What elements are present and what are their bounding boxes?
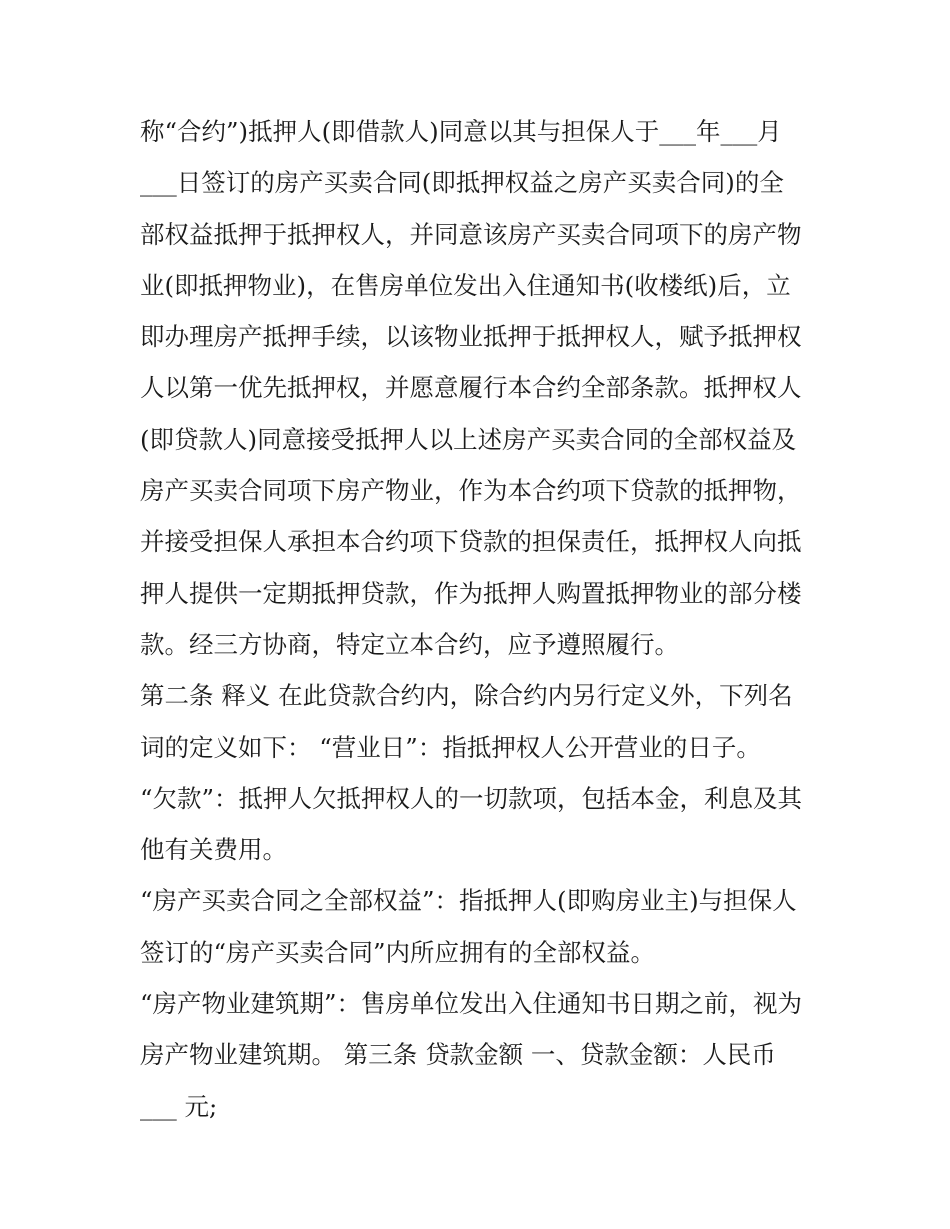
article-2-heading-line: 第二条 释义 在此贷款合约内，除合约内另行定义外，下列名: [140, 681, 793, 711]
text-line: 并接受担保人承担本合约项下贷款的担保责任，抵押权人向抵: [140, 527, 802, 557]
text-line: 签订的“房产买卖合同”内所应拥有的全部权益。: [140, 937, 656, 967]
definition-line: “房产物业建筑期”：售房单位发出入住通知书日期之前，视为: [140, 989, 803, 1019]
text-line: 词的定义如下： “营业日”：指抵押权人公开营业的日子。: [140, 732, 761, 762]
text-line: 称“合约”)抵押人(即借款人)同意以其与担保人于___年___月: [140, 117, 782, 146]
definition-line: “欠款”：抵押人欠抵押权人的一切款项，包括本金，利息及其: [140, 783, 803, 813]
text-line: (即贷款人)同意接受抵押人以上述房产买卖合同的全部权益及: [140, 424, 797, 454]
text-line: 业(即抵押物业)，在售房单位发出入住通知书(收楼纸)后，立: [140, 270, 791, 300]
text-line: 部权益抵押于抵押权人，并同意该房产买卖合同项下的房产物: [140, 219, 802, 249]
text-line: 人以第一优先抵押权，并愿意履行本合约全部条款。抵押权人: [140, 373, 802, 403]
text-line: ___日签订的房产买卖合同(即抵押权益之房产买卖合同)的全: [140, 168, 784, 198]
text-line: 即办理房产抵押手续，以该物业抵押于抵押权人，赋予抵押权: [140, 322, 802, 352]
document-body: [140, 106, 820, 1132]
text-line: 他有关费用。: [140, 835, 287, 865]
definition-line: “房产买卖合同之全部权益”：指抵押人(即购房业主)与担保人: [140, 886, 797, 916]
loan-amount-line: ___ 元;: [140, 1091, 218, 1121]
text-line: 房产买卖合同项下房产物业，作为本合约项下贷款的抵押物，: [140, 476, 802, 506]
text-line: 押人提供一定期抵押贷款，作为抵押人购置抵押物业的部分楼: [140, 578, 802, 608]
text-line: 款。经三方协商，特定立本合约，应予遵照履行。: [140, 629, 679, 659]
article-3-heading-line: 房产物业建筑期。 第三条 贷款金额 一、贷款金额：人民币: [140, 1040, 776, 1070]
